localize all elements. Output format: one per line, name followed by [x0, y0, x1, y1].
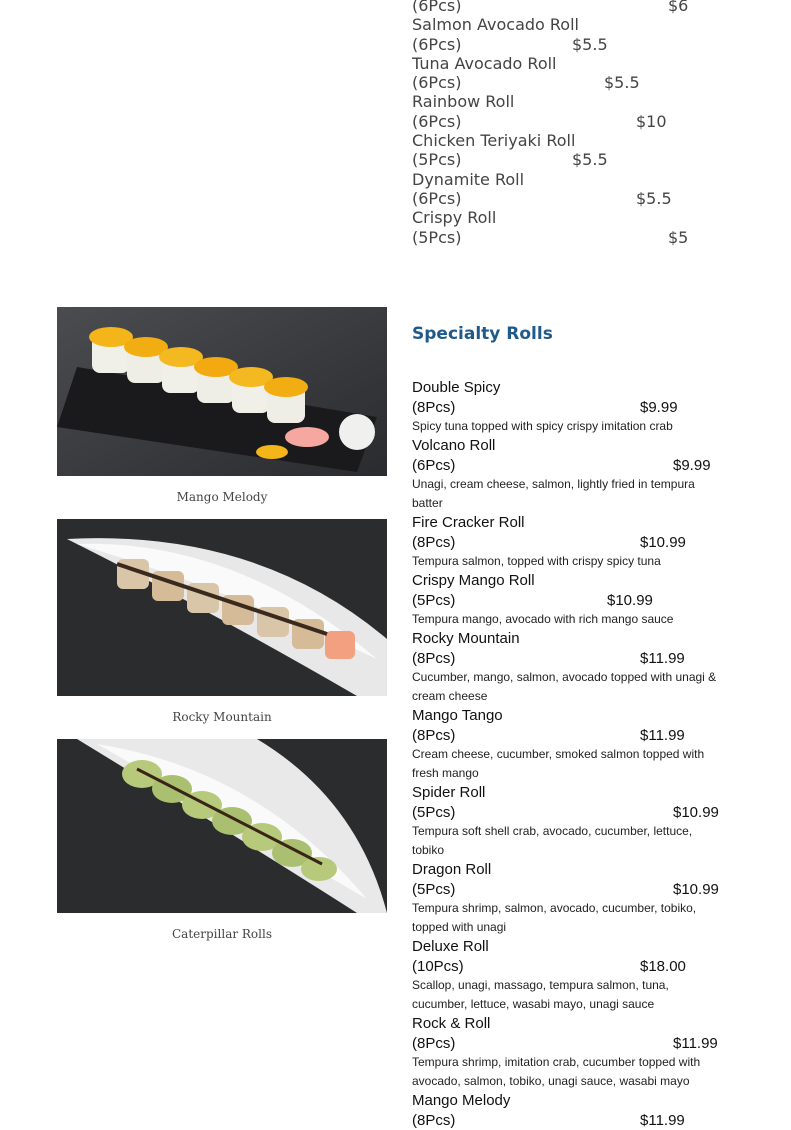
menu-item	[412, 92, 732, 131]
item-description: Cream cheese, cucumber, smoked salmon topped with fresh mango	[412, 745, 722, 783]
item-name: Double Spicy	[412, 378, 732, 398]
item-price: $5.5	[636, 189, 672, 208]
item-price: $10	[636, 112, 667, 131]
item-qty: (8Pcs)	[412, 399, 455, 416]
item-qty: (8Pcs)	[412, 650, 455, 667]
specialty-rolls-list	[412, 378, 732, 1130]
item-qty: (5Pcs)	[412, 592, 455, 609]
item-name: Rocky Mountain	[412, 629, 732, 649]
menu-item	[412, 783, 732, 860]
item-qty: (6Pcs)	[412, 35, 461, 54]
item-qty: (8Pcs)	[412, 727, 455, 744]
item-name: Tuna Avocado Roll	[412, 54, 732, 73]
item-price: $5.5	[572, 35, 608, 54]
photo-caption: Caterpillar Rolls	[57, 927, 387, 941]
item-description: Spicy tuna topped with spicy crispy imitation crab	[412, 417, 722, 436]
item-price: $6	[668, 0, 688, 15]
item-name: Crispy Mango Roll	[412, 571, 732, 591]
item-qty: (5Pcs)	[412, 881, 455, 898]
item-description: Cucumber, mango, salmon, avocado topped with unagi & cream cheese	[412, 668, 722, 706]
item-qty: (6Pcs)	[412, 0, 461, 15]
item-name: Mango Tango	[412, 706, 732, 726]
item-qty: (5Pcs)	[412, 150, 461, 169]
item-name: Rainbow Roll	[412, 92, 732, 111]
menu-item	[412, 54, 732, 93]
item-qty: (8Pcs)	[412, 1112, 455, 1129]
photo-caption: Rocky Mountain	[57, 710, 387, 724]
menu-item	[412, 629, 732, 706]
menu-item	[412, 860, 732, 937]
item-description: Unagi, cream cheese, salmon, lightly fried in tempura batter	[412, 475, 722, 513]
menu-item	[412, 436, 732, 513]
item-qty: (6Pcs)	[412, 73, 461, 92]
item-name: Dynamite Roll	[412, 170, 732, 189]
item-name: Salmon Avocado Roll	[412, 15, 732, 34]
item-name: Crispy Roll	[412, 208, 732, 227]
section-title: Specialty Rolls	[412, 324, 553, 344]
item-description: Tempura soft shell crab, avocado, cucumber, lettuce, tobiko	[412, 822, 722, 860]
item-qty: (5Pcs)	[412, 804, 455, 821]
item-qty: (6Pcs)	[412, 457, 455, 474]
menu-item	[412, 378, 732, 436]
item-price: $11.99	[640, 1111, 685, 1130]
item-name: Fire Cracker Roll	[412, 513, 732, 533]
menu-item	[412, 170, 732, 209]
item-name: Spider Roll	[412, 783, 732, 803]
item-name: Volcano Roll	[412, 436, 732, 456]
item-price: $5.5	[604, 73, 640, 92]
menu-item	[412, 131, 732, 170]
item-price: $10.99	[607, 591, 653, 611]
item-name: Chicken Teriyaki Roll	[412, 131, 732, 150]
item-price: $10.99	[673, 803, 719, 823]
menu-item	[412, 0, 732, 15]
item-description: Tempura shrimp, salmon, avocado, cucumber, tobiko, topped with unagi	[412, 899, 722, 937]
item-price: $11.99	[640, 726, 685, 746]
item-qty: (8Pcs)	[412, 1035, 455, 1052]
item-price: $10.99	[640, 533, 686, 553]
item-name: Rock & Roll	[412, 1014, 732, 1034]
item-qty: (10Pcs)	[412, 958, 464, 975]
item-name: Dragon Roll	[412, 860, 732, 880]
caterpillar-rolls-photo	[57, 739, 387, 913]
menu-item	[412, 15, 732, 54]
rocky-mountain-photo	[57, 519, 387, 696]
item-price: $18.00	[640, 957, 686, 977]
mango-melody-photo	[57, 307, 387, 476]
item-qty: (6Pcs)	[412, 189, 461, 208]
item-qty: (6Pcs)	[412, 112, 461, 131]
item-price: $11.99	[673, 1034, 718, 1054]
item-price: $11.99	[640, 649, 685, 669]
photo-caption: Mango Melody	[57, 490, 387, 504]
menu-item	[412, 706, 732, 783]
menu-item	[412, 1091, 732, 1130]
item-description: Scallop, unagi, massago, tempura salmon, tuna, cucumber, lettuce, wasabi mayo, unagi sauce	[412, 976, 722, 1014]
item-price: $5.5	[572, 150, 608, 169]
item-name: Deluxe Roll	[412, 937, 732, 957]
item-price: $5	[668, 228, 688, 247]
item-qty: (5Pcs)	[412, 228, 461, 247]
item-name: Mango Melody	[412, 1091, 732, 1111]
menu-item	[412, 208, 732, 247]
item-description: Tempura mango, avocado with rich mango sauce	[412, 610, 722, 629]
menu-item	[412, 1014, 732, 1091]
item-price: $9.99	[673, 456, 711, 476]
item-description: Tempura shrimp, imitation crab, cucumber topped with avocado, salmon, tobiko, unagi sauce, wasabi mayo	[412, 1053, 722, 1091]
item-price: $9.99	[640, 398, 678, 418]
menu-item	[412, 513, 732, 571]
item-description: Tempura salmon, topped with crispy spicy tuna	[412, 552, 722, 571]
item-qty: (8Pcs)	[412, 534, 455, 551]
item-price: $10.99	[673, 880, 719, 900]
menu-item	[412, 937, 732, 1014]
menu-item	[412, 571, 732, 629]
regular-rolls-list	[412, 0, 732, 247]
